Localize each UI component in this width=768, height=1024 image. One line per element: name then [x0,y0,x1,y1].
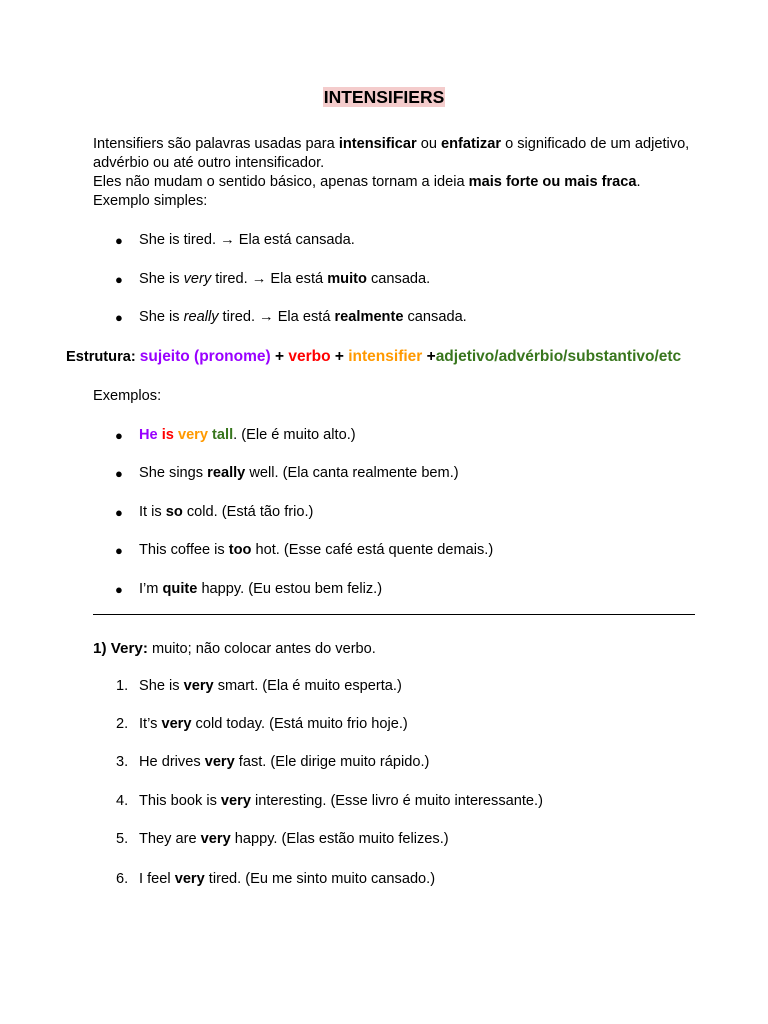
colored-subject: He [139,427,158,443]
bullet-icon: ● [115,272,123,287]
text: This coffee is [139,542,229,558]
bold-word: very [161,716,192,732]
bold-word: very [200,831,231,847]
plus-sign: + [330,348,349,365]
intro-line-2 [93,173,693,192]
text: She is [139,271,184,287]
intro-bold-enfatizar: enfatizar [441,136,502,152]
numbered-item-text [139,792,543,811]
structure-label: Estrutura: [66,349,140,365]
text: cold. (Está tão frio.) [182,504,314,520]
item-number: 4. [116,793,129,809]
numbered-item-text [139,870,435,889]
plus-sign: + [270,348,289,365]
intro-text: . [636,174,641,190]
bold-word: very [174,871,205,887]
item-number: 3. [116,754,129,770]
plus-sign: + [422,348,436,365]
structure-verb: verbo [288,348,331,365]
title-text: INTENSIFIERS [323,87,445,107]
intro-bold-intensificar: intensificar [338,136,417,152]
bold-word: really [207,465,246,481]
text: fast. (Ele dirige muito rápido.) [234,754,430,770]
section-heading [93,639,376,659]
section-description: muito; não colocar antes do verbo. [147,641,376,657]
text: It’s [139,716,162,732]
text: hot. (Esse café está quente demais.) [251,542,494,558]
text: She is [139,309,184,325]
bullet-icon: ● [115,505,123,520]
bold-word: very [204,754,235,770]
text: tired. → Ela está [218,309,335,325]
list-item-text [139,503,313,522]
section-title: 1) Very: [93,640,148,657]
italic-word: really [183,309,219,325]
text: cansada. [403,309,467,325]
numbered-item-text [139,753,429,772]
intro-bold-mais-forte: mais forte ou mais fraca [468,174,637,190]
structure-formula [66,347,681,367]
intro-text: o significado de um adjetivo, advérbio ou até outro intensificador. [93,136,690,171]
bullet-icon: ● [115,466,123,481]
numbered-item-text [139,715,408,734]
list-item-text [139,426,356,445]
bold-word: muito [327,271,367,287]
list-item-text [139,580,382,599]
text: tired. → Ela está [211,271,328,287]
text: cold today. (Está muito frio hoje.) [191,716,408,732]
text: happy. (Elas estão muito felizes.) [230,831,449,847]
text: . (Ele é muito alto.) [233,427,356,443]
bold-word: very [183,678,214,694]
bullet-icon: ● [115,428,123,443]
text: It is [139,504,166,520]
item-number: 1. [116,678,129,694]
colored-adjective: tall [212,427,234,443]
list-item-text [139,464,459,483]
colored-intensifier: very [177,427,208,443]
structure-subject: sujeito (pronome) [139,348,271,365]
text: I’m [139,581,163,597]
italic-word: very [183,271,212,287]
text: cansada. [366,271,431,287]
bold-word: quite [162,581,198,597]
text: tired. (Eu me sinto muito cansado.) [204,871,436,887]
text: He drives [139,754,205,770]
list-item-text [139,308,467,327]
text: They are [139,831,201,847]
numbered-item-text [139,677,402,696]
item-number: 6. [116,871,129,887]
text: well. (Ela canta realmente bem.) [245,465,459,481]
text: She is [139,678,184,694]
intro-text: Eles não mudam o sentido básico, apenas tornam a ideia [93,174,469,190]
intro-paragraph [93,135,693,211]
colored-verb: is [161,427,174,443]
intro-line-3: Exemplo simples: [93,193,208,209]
text: This book is [139,793,221,809]
bullet-icon: ● [115,543,123,558]
list-item-text [139,541,493,560]
text: I feel [139,871,175,887]
item-number: 2. [116,716,129,732]
bold-word: too [228,542,252,558]
list-item-text [139,270,430,289]
page-title [0,86,768,108]
structure-intensifier: intensifier [348,348,423,365]
text: interesting. (Esse livro é muito interessante.) [250,793,543,809]
text: happy. (Eu estou bem feliz.) [197,581,383,597]
list-item-text: She is tired. → Ela está cansada. [139,232,355,248]
intro-text: ou [416,136,442,152]
examples-label: Exemplos: [93,388,162,404]
bold-word: so [165,504,183,520]
bullet-icon: ● [115,582,123,597]
numbered-item-text [139,830,449,849]
bullet-icon: ● [115,310,123,325]
text: She sings [139,465,208,481]
bullet-icon: ● [115,233,123,248]
item-number: 5. [116,831,129,847]
bold-word: realmente [334,309,404,325]
bold-word: very [220,793,251,809]
intro-text: Intensifiers são palavras usadas para [93,136,339,152]
intro-line-1 [93,135,693,173]
structure-complement: adjetivo/advérbio/substantivo/etc [435,348,682,365]
horizontal-divider [93,614,695,615]
text: smart. (Ela é muito esperta.) [213,678,402,694]
